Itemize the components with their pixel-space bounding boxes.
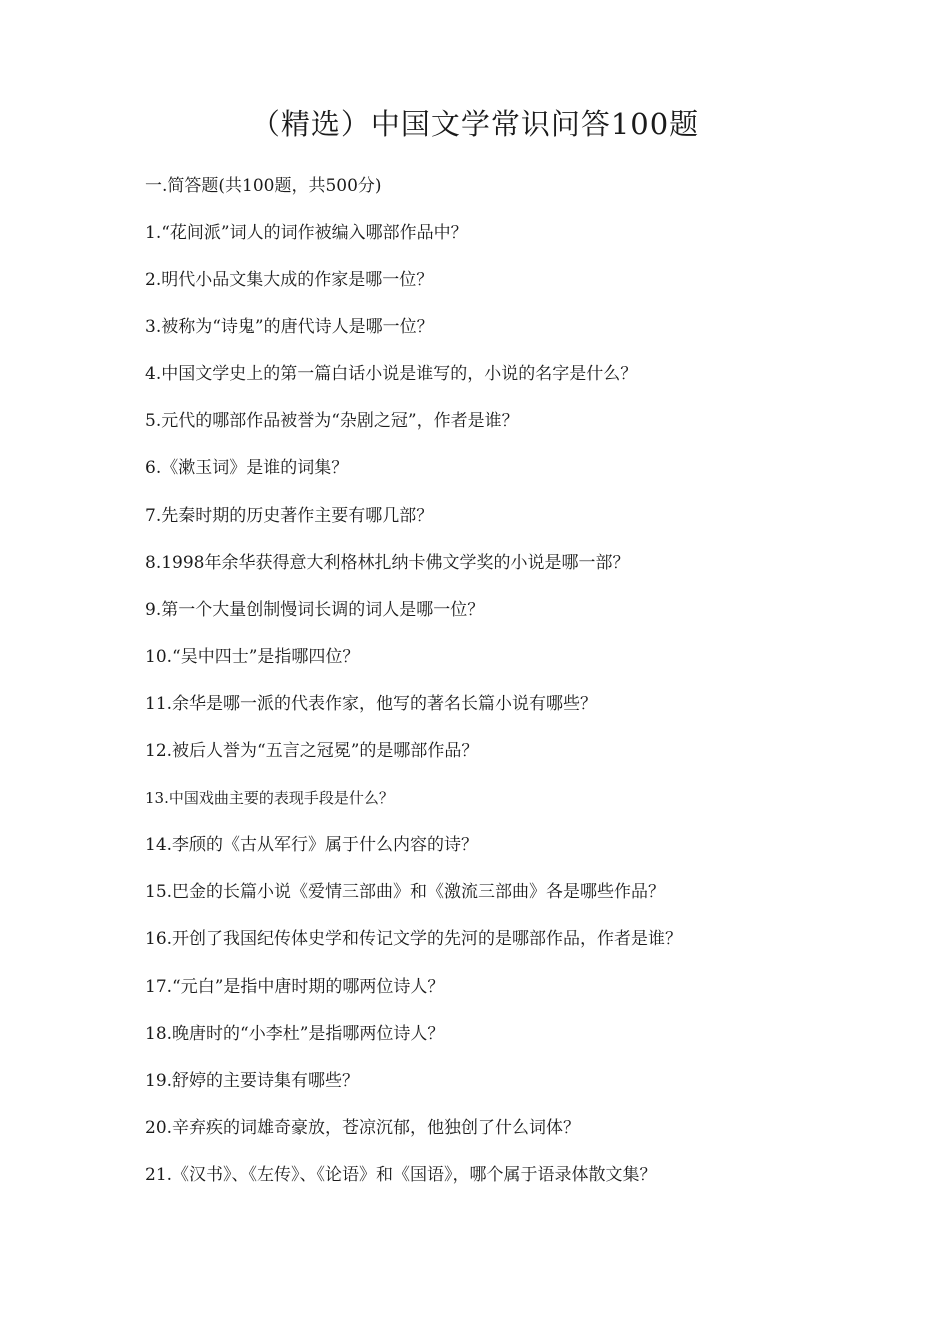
question-list — [145, 221, 682, 1210]
question-item: 6.《漱玉词》是谁的词集？ — [145, 458, 349, 479]
section-heading: 一.简答题(共100题，共500分) — [145, 176, 382, 196]
question-item: 8.1998年余华获得意大利格林扎纳卡佛文学奖的小说是哪一部？ — [145, 552, 630, 573]
question-item: 14.李颀的《古从军行》属于什么内容的诗？ — [145, 835, 479, 856]
question-item: 4.中国文学史上的第一篇白话小说是谁写的，小说的名字是什么？ — [145, 364, 638, 385]
question-item: 18.晚唐时的“小李杜”是指哪两位诗人？ — [145, 1023, 445, 1044]
question-item: 11.余华是哪一派的代表作家，他写的著名长篇小说有哪些？ — [145, 693, 598, 714]
question-item: 12.被后人誉为“五言之冠冕”的是哪部作品？ — [145, 741, 479, 762]
question-item: 21.《汉书》、《左传》、《论语》和《国语》，哪个属于语录体散文集？ — [145, 1164, 657, 1185]
question-item: 7.先秦时期的历史著作主要有哪几部？ — [145, 505, 434, 526]
question-item: 15.巴金的长篇小说《爱情三部曲》和《激流三部曲》各是哪些作品？ — [145, 882, 666, 903]
question-item: 5.元代的哪部作品被誉为“杂剧之冠”，作者是谁？ — [145, 411, 519, 432]
question-item: 16.开创了我国纪传体史学和传记文学的先河的是哪部作品，作者是谁？ — [145, 929, 683, 950]
question-item: 17.“元白”是指中唐时期的哪两位诗人？ — [145, 976, 445, 997]
question-item: 19.舒婷的主要诗集有哪些？ — [145, 1070, 360, 1091]
question-item: 9.第一个大量创制慢词长调的词人是哪一位？ — [145, 599, 485, 620]
question-item: 10.“吴中四士”是指哪四位？ — [145, 646, 360, 667]
question-item: 13.中国戏曲主要的表现手段是什么？ — [145, 789, 394, 808]
question-item: 1.“花间派”词人的词作被编入哪部作品中？ — [145, 223, 468, 243]
document-title: （精选）中国文学常识问答100题 — [250, 107, 700, 141]
question-item: 20.辛弃疾的词雄奇豪放，苍凉沉郁，他独创了什么词体？ — [145, 1117, 581, 1138]
question-item: 2.明代小品文集大成的作家是哪一位？ — [145, 270, 434, 291]
question-item: 3.被称为“诗鬼”的唐代诗人是哪一位？ — [145, 317, 434, 338]
